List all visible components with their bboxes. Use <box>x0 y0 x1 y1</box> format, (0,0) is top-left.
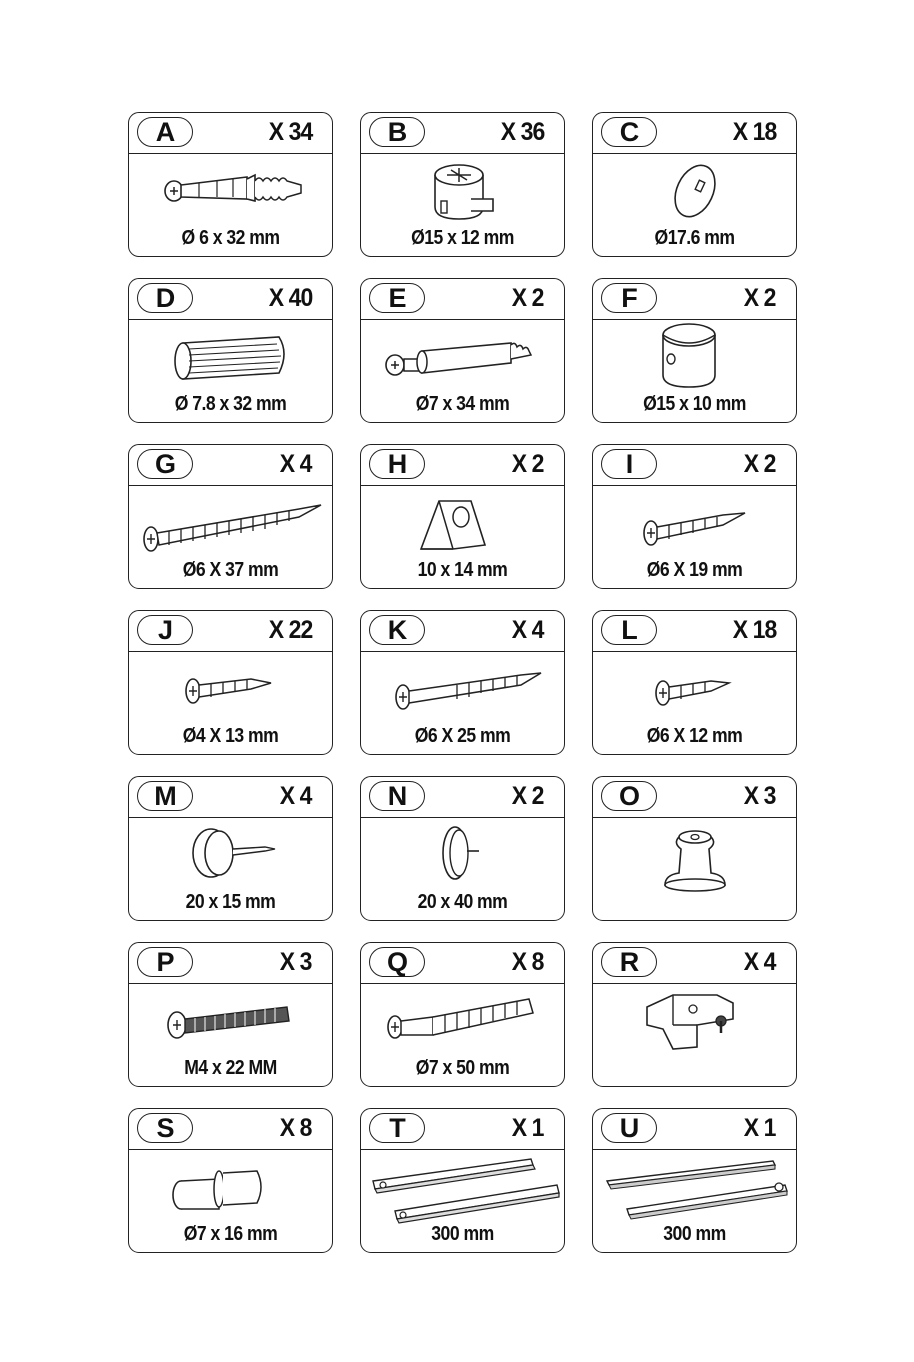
part-letter: U <box>601 1113 657 1143</box>
nail-glide-icon <box>361 819 566 893</box>
part-dimensions: Ø7 x 16 mm <box>183 1223 278 1245</box>
part-header <box>361 1109 564 1150</box>
part-header <box>129 777 332 818</box>
part-card-m <box>128 776 333 921</box>
part-card-q <box>360 942 565 1087</box>
part-card-p <box>128 942 333 1087</box>
part-letter: K <box>369 615 425 645</box>
drawer-runner-icon <box>593 1151 798 1225</box>
part-header <box>593 445 796 486</box>
part-letter: Q <box>369 947 425 977</box>
part-letter: B <box>369 117 425 147</box>
part-letter: O <box>601 781 657 811</box>
long-screw-icon <box>129 487 334 561</box>
part-dimensions: 20 x 40 mm <box>417 891 508 913</box>
part-dimensions: Ø15 x 10 mm <box>643 393 746 415</box>
part-dimensions: 300 mm <box>663 1223 726 1245</box>
small-screw-icon <box>129 653 334 727</box>
furniture-glide-icon <box>129 819 334 893</box>
cover-cap-icon <box>593 155 798 229</box>
part-card-k <box>360 610 565 755</box>
part-letter: L <box>601 615 657 645</box>
shelf-bracket-icon <box>361 487 566 561</box>
drawer-slide-icon <box>361 1151 566 1225</box>
part-quantity: X 2 <box>744 450 776 478</box>
shelf-pin-icon <box>129 1151 334 1225</box>
part-header <box>129 113 332 154</box>
part-dimensions: Ø6 X 19 mm <box>646 559 743 581</box>
part-card-a <box>128 112 333 257</box>
part-card-n <box>360 776 565 921</box>
cam-dowel-icon <box>129 155 334 229</box>
part-header <box>129 611 332 652</box>
part-header <box>361 113 564 154</box>
part-header <box>129 943 332 984</box>
part-dimensions: Ø7 x 50 mm <box>415 1057 510 1079</box>
part-letter: J <box>137 615 193 645</box>
part-header <box>129 445 332 486</box>
part-quantity: X 3 <box>280 948 312 976</box>
part-dimensions: Ø6 X 12 mm <box>646 725 743 747</box>
part-quantity: X 4 <box>744 948 776 976</box>
cam-nut-icon <box>593 321 798 395</box>
part-header <box>361 611 564 652</box>
part-card-d <box>128 278 333 423</box>
part-header <box>361 445 564 486</box>
part-quantity: X 3 <box>744 782 776 810</box>
part-dimensions: 20 x 15 mm <box>185 891 276 913</box>
part-header <box>593 279 796 320</box>
part-dimensions: Ø 6 x 32 mm <box>181 227 280 249</box>
part-card-f <box>592 278 797 423</box>
part-quantity: X 2 <box>512 782 544 810</box>
part-quantity: X 1 <box>744 1114 776 1142</box>
part-letter: F <box>601 283 657 313</box>
part-letter: P <box>137 947 193 977</box>
wood-dowel-icon <box>129 321 334 395</box>
medium-screw-icon <box>361 653 566 727</box>
part-quantity: X 40 <box>268 284 312 312</box>
cam-bolt-icon <box>361 321 566 395</box>
screw-icon <box>593 487 798 561</box>
part-header <box>361 777 564 818</box>
part-dimensions: 10 x 14 mm <box>417 559 508 581</box>
part-header <box>361 279 564 320</box>
part-letter: E <box>369 283 425 313</box>
part-card-b <box>360 112 565 257</box>
part-dimensions: 300 mm <box>431 1223 494 1245</box>
part-dimensions: Ø7 x 34 mm <box>415 393 510 415</box>
hinge-icon <box>593 985 798 1059</box>
part-dimensions: Ø 7.8 x 32 mm <box>174 393 287 415</box>
part-card-t <box>360 1108 565 1253</box>
part-card-s <box>128 1108 333 1253</box>
part-quantity: X 4 <box>280 782 312 810</box>
part-dimensions: Ø6 X 37 mm <box>182 559 279 581</box>
part-header <box>129 279 332 320</box>
part-letter: H <box>369 449 425 479</box>
part-quantity: X 4 <box>512 616 544 644</box>
part-dimensions: Ø4 X 13 mm <box>182 725 279 747</box>
part-quantity: X 2 <box>512 284 544 312</box>
part-quantity: X 34 <box>268 118 312 146</box>
machine-bolt-icon <box>129 985 334 1059</box>
part-dimensions: M4 x 22 MM <box>184 1057 277 1079</box>
part-card-i <box>592 444 797 589</box>
short-screw-icon <box>593 653 798 727</box>
part-header <box>593 1109 796 1150</box>
cam-lock-icon <box>361 155 566 229</box>
part-letter: D <box>137 283 193 313</box>
knob-icon <box>593 819 798 893</box>
part-quantity: X 8 <box>280 1114 312 1142</box>
part-letter: M <box>137 781 193 811</box>
part-quantity: X 4 <box>280 450 312 478</box>
part-header <box>129 1109 332 1150</box>
part-letter: G <box>137 449 193 479</box>
part-header <box>593 113 796 154</box>
part-letter: N <box>369 781 425 811</box>
part-card-h <box>360 444 565 589</box>
parts-grid <box>128 112 798 1253</box>
part-card-e <box>360 278 565 423</box>
part-letter: T <box>369 1113 425 1143</box>
part-header <box>593 611 796 652</box>
part-card-l <box>592 610 797 755</box>
part-dimensions: Ø6 X 25 mm <box>414 725 511 747</box>
part-card-o <box>592 776 797 921</box>
part-quantity: X 18 <box>732 616 776 644</box>
connector-bolt-icon <box>361 985 566 1059</box>
part-quantity: X 2 <box>744 284 776 312</box>
part-header <box>593 943 796 984</box>
part-letter: C <box>601 117 657 147</box>
part-card-r <box>592 942 797 1087</box>
part-card-u <box>592 1108 797 1253</box>
part-quantity: X 1 <box>512 1114 544 1142</box>
part-letter: A <box>137 117 193 147</box>
part-letter: I <box>601 449 657 479</box>
part-quantity: X 18 <box>732 118 776 146</box>
part-header <box>593 777 796 818</box>
part-card-g <box>128 444 333 589</box>
part-quantity: X 22 <box>268 616 312 644</box>
part-card-j <box>128 610 333 755</box>
part-quantity: X 2 <box>512 450 544 478</box>
part-quantity: X 36 <box>500 118 544 146</box>
part-letter: R <box>601 947 657 977</box>
part-dimensions: Ø15 x 12 mm <box>411 227 514 249</box>
part-dimensions: Ø17.6 mm <box>654 227 735 249</box>
part-card-c <box>592 112 797 257</box>
part-letter: S <box>137 1113 193 1143</box>
part-header <box>361 943 564 984</box>
part-quantity: X 8 <box>512 948 544 976</box>
